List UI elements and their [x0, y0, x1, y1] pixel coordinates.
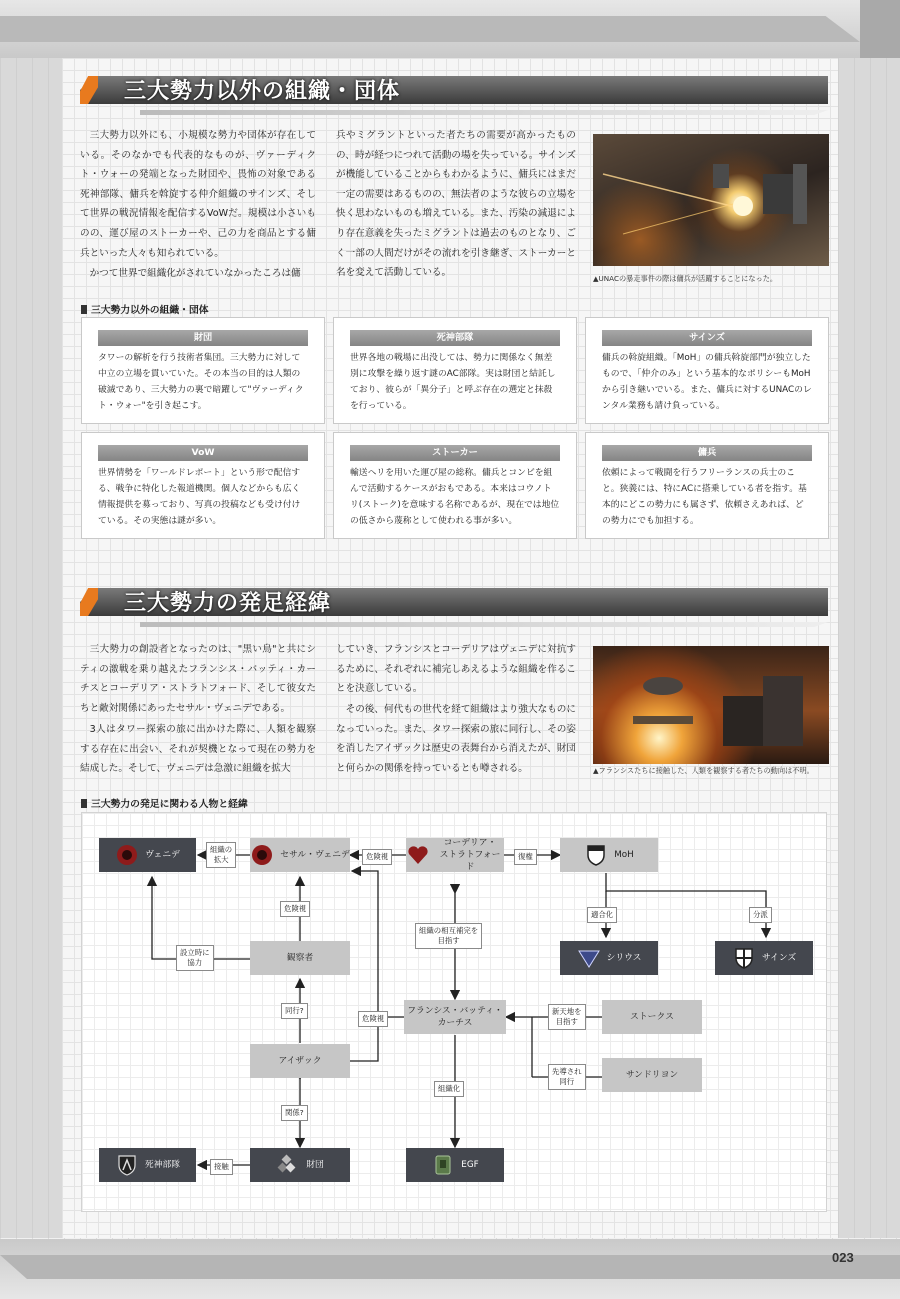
cesar-emblem-icon — [250, 843, 274, 867]
card-title: 死神部隊 — [350, 330, 560, 346]
section1-title: 三大勢力以外の組織・団体 — [124, 79, 401, 104]
node-label: アイザック — [278, 1056, 322, 1066]
edge-label-split: 分派 — [749, 907, 772, 923]
node-francis — [404, 1000, 506, 1034]
section1-photo-caption: ▲UNACの暴走事件の際は傭兵が活躍することになった。 — [593, 274, 778, 283]
edge-label-danger-cesar: 危険視 — [362, 849, 392, 865]
node-sandrillon — [602, 1058, 702, 1092]
edge-label-newland: 新天地を 目指す — [548, 1004, 586, 1030]
section1-column1-paragraph2: かつて世界で組織化がされていなかったころは傭 — [89, 268, 301, 279]
card-title: サインズ — [602, 330, 812, 346]
node-isaac — [250, 1044, 350, 1078]
foundation-emblem-icon — [276, 1153, 300, 1177]
card-title: VoW — [98, 445, 308, 461]
observers-encounter-photo — [593, 646, 829, 764]
page-frame-top — [0, 0, 900, 58]
node-cesar-venide — [250, 838, 350, 872]
node-observer — [250, 941, 350, 975]
node-label: ストークス — [630, 1012, 674, 1022]
card-text: 世界各地の戦場に出没しては、勢力に関係なく無差別に攻撃を繰り返す謎のAC部隊。実は財団と結託しており、彼らが「異分子」と呼ぶ存在の選定と抹殺を行っている。 — [350, 353, 556, 411]
card-reaper-squad — [333, 317, 577, 424]
section2-column1-paragraph1: 三大勢力の創設者となったのは、"黒い鳥"と共にシティの激戦を乗り越えたフランシス・バッティ・カーチスとコーデリア・ストラトフォード、そして彼女たちと敵対関係にあったセサル・ヴェニデである。 — [80, 644, 316, 714]
node-label: MoH — [614, 850, 634, 860]
node-moh — [560, 838, 658, 872]
section1-column1-paragraph1: 三大勢力以外にも、小規模な勢力や団体が存在している。そのなかでも代表的なものが、ヴァーディクト・ウォーの発端となった財団や、畏怖の対象である死神部隊、傭兵を斡旋する仲介組織のサインズ、そして世界の戦況情報を配信するVoWだ。規模は小さいものの、運び屋のストーカーや、己の力を商品とする傭兵といった人々も知られている。 — [80, 130, 316, 259]
section2-header — [80, 588, 828, 634]
node-label: 死神部隊 — [144, 1160, 181, 1170]
reaper-emblem-icon — [115, 1153, 139, 1177]
node-foundation — [250, 1148, 350, 1182]
page-number: 023 — [832, 1250, 854, 1265]
edge-label-adapt: 適合化 — [587, 907, 617, 923]
card-text: 世界情勢を「ワールドレポート」という形で配信する、戦争に特化した報道機関。個人などからも広く情報提供を募っており、写真の投稿なども受け付けている。その実態は謎が多い。 — [98, 468, 301, 526]
edge-label-contact: 接触 — [210, 1159, 233, 1175]
card-signs — [585, 317, 829, 424]
moh-shield-icon — [584, 843, 608, 867]
node-storks — [602, 1000, 702, 1034]
edge-label-guided: 先導され 同行 — [548, 1064, 586, 1090]
section2-subhead: 三大勢力の発足に関わる人物と経緯 — [81, 796, 248, 810]
signs-shield-icon — [732, 946, 756, 970]
card-mercenary — [585, 432, 829, 539]
edge-label-organize: 組織化 — [434, 1081, 464, 1097]
venide-emblem-icon — [115, 843, 139, 867]
card-title: 財団 — [98, 330, 308, 346]
card-text: 輸送ヘリを用いた運び屋の総称。傭兵とコンビを組んで活動するケースがおもである。本来はコウノトリ(ストーク)を意味する名称であるが、現在では地位の低さから蔑称として使われる事が多い。 — [350, 468, 560, 526]
sirius-emblem-icon — [577, 946, 601, 970]
node-venide — [99, 838, 196, 872]
edge-label-revive: 復権 — [514, 849, 537, 865]
card-stalker — [333, 432, 577, 539]
cordelia-emblem-icon — [406, 843, 430, 867]
node-label: フランシス・バッティ・ カーチス — [407, 1006, 503, 1028]
section1-subhead: 三大勢力以外の組織・団体 — [81, 302, 209, 316]
edge-label-mutual: 組織の相互補完を 目指す — [415, 923, 482, 949]
node-reaper-squad — [99, 1148, 196, 1182]
card-foundation — [81, 317, 325, 424]
card-text: 依頼によって戦闘を行うフリーランスの兵士のこと。狭義には、特にACに搭乗している者を指す。基本的にどこの勢力にも属さず、依頼さえあれば、どの勢力にでも加担する。 — [602, 468, 807, 526]
section2-column2-paragraph2: その後、何代もの世代を経て組織はより強大なものになっていった。また、タワー探索の旅に同行し、その姿を消したアイザックは歴史の表舞台から消えたが、財団と何らかの関係を持っているとも噂される。 — [336, 704, 576, 774]
edge-label-accompany: 同行? — [281, 1003, 308, 1019]
node-egf — [406, 1148, 504, 1182]
card-text: 傭兵の斡旋組織。「MoH」の傭兵斡旋部門が独立したもので、「仲介のみ」という基本的なポリシーもMoHから引き継いでいる。また、傭兵に対するUNACのレンタル業務も請け負っている。 — [602, 353, 812, 411]
node-label: サインズ — [761, 953, 797, 963]
node-label: EGF — [461, 1160, 479, 1170]
section2-column1-paragraph2: 3人はタワー探索の旅に出かけた際に、人類を観察する存在に出会い、それが契機となって現在の勢力を結成した。そして、ヴェニデは急激に組織を拡大 — [80, 724, 316, 775]
page-frame-bottom — [0, 1239, 900, 1299]
node-sirius — [560, 941, 658, 975]
node-cordelia — [406, 838, 504, 872]
edge-label-danger-observer: 危険視 — [280, 901, 310, 917]
card-title: ストーカー — [350, 445, 560, 461]
egf-emblem-icon — [431, 1153, 455, 1177]
page-frame-right — [838, 58, 900, 1238]
edge-label-expand: 組織の 拡大 — [206, 842, 236, 868]
node-label: 観察者 — [286, 953, 314, 963]
founding-history-diagram — [81, 812, 827, 1212]
card-text: タワーの解析を行う技術者集団。三大勢力に対して中立の立場を貫いていた。その本当の目的は人類の破滅であり、三大勢力の裏で暗躍して"ヴァーディクト・ウォー"を引き起こす。 — [98, 353, 304, 411]
node-label: ヴェニデ — [145, 850, 180, 860]
section2-photo-caption: ▲フランシスたちに接触した、人類を観察する者たちの動向は不明。 — [593, 766, 814, 775]
section2-title: 三大勢力の発足経緯 — [124, 591, 332, 616]
node-label: コーデリア・ ストラトフォード — [439, 838, 501, 872]
card-title: 傭兵 — [602, 445, 812, 461]
node-signs — [715, 941, 813, 975]
node-label: 財団 — [306, 1160, 324, 1170]
section2-column2-paragraph1: していき、フランシスとコーデリアはヴェニデに対抗するために、それぞれに補完しあえるような組織を作ることを決意している。 — [336, 644, 576, 695]
card-vow — [81, 432, 325, 539]
node-label: セサル・ヴェニデ — [280, 850, 350, 860]
unac-battle-photo — [593, 134, 829, 266]
edge-label-relation: 関係? — [281, 1105, 308, 1121]
edge-label-founding: 設立時に 協力 — [176, 945, 214, 971]
edge-label-danger-francis: 危険視 — [358, 1011, 388, 1027]
node-label: サンドリヨン — [625, 1070, 679, 1080]
section1-column2-paragraph: 兵やミグラントといった者たちの需要が高かったものの、時が経つにつれて活動の場を失っている。サインズが機能していることからもわかるように、傭兵にはまだ一定の需要はあるものの、無法者のような彼らの立場を快く思わないものも増えている。また、汚染の減退により存在意義を失ったミグラントは過去のものとなり、ごく一部の人間だけがその流れを引き継ぎ、ストーカーと名を変えて活動している。 — [336, 130, 576, 279]
section1-header — [80, 76, 828, 122]
node-label: シリウス — [606, 953, 642, 963]
page-frame-left — [0, 58, 62, 1238]
